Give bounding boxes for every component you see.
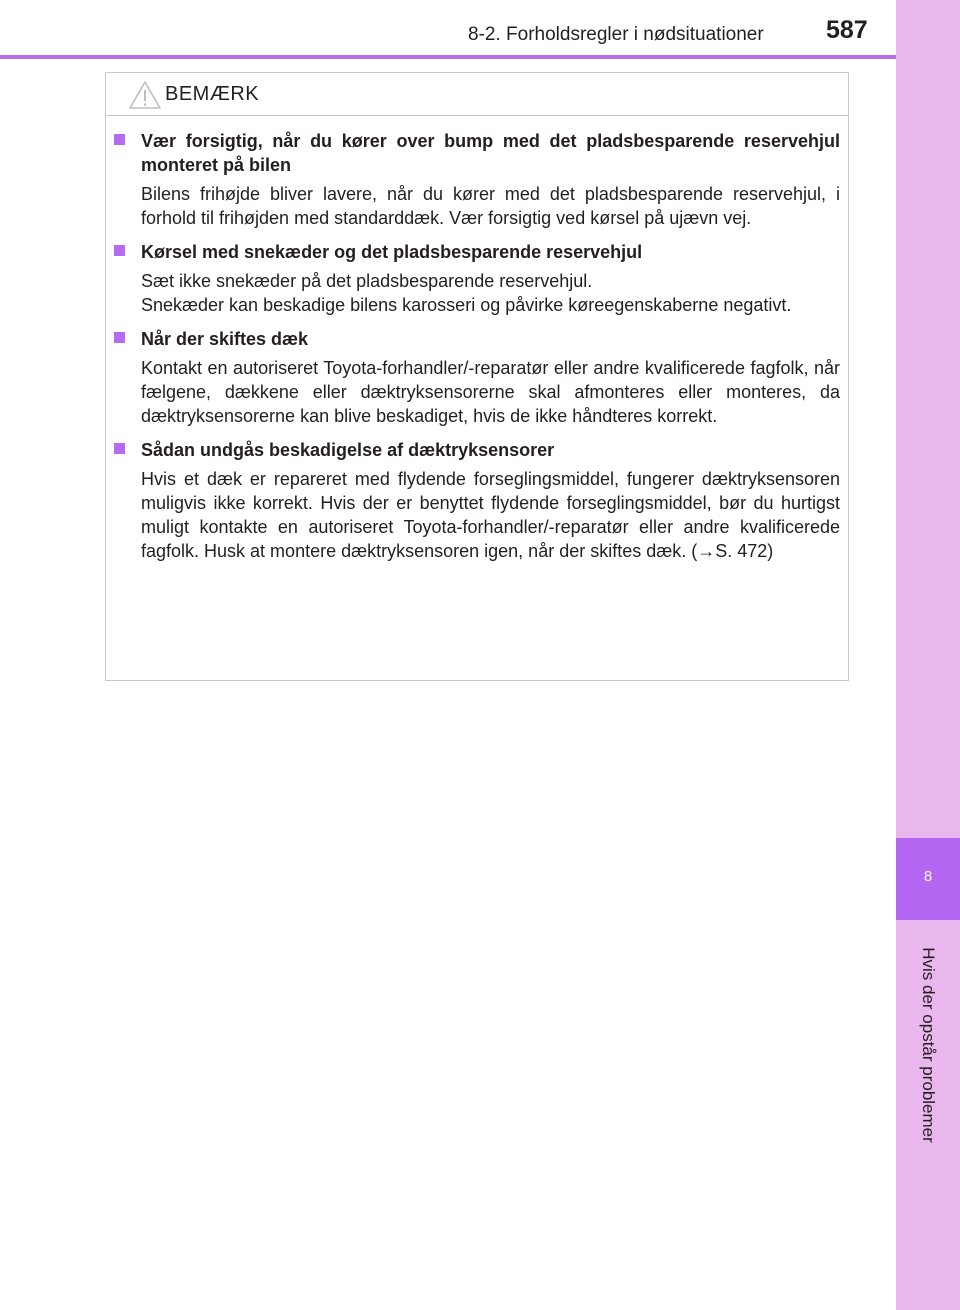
notice-body xyxy=(106,116,848,563)
bullet-square-icon xyxy=(114,245,125,256)
header-rule xyxy=(0,55,896,59)
notice-item-title: Sådan undgås beskadigelse af dæktryksensorer xyxy=(141,440,555,460)
page-number: 587 xyxy=(826,16,868,44)
notice-item xyxy=(131,438,840,563)
notice-item-text: Hvis et dæk er repareret med flydende forseglingsmiddel, fungerer dæktryksensoren muligvis ikke korrekt. Hvis der er benyttet flydende forseglingsmiddel, bør du hurtigst muligt kontakte en autoriseret Toyota-forhandler/-reparatør eller andre kvalificerede fagfolk. Husk at montere dæktryksensoren igen, når der skiftes dæk. (→S. 472) xyxy=(141,469,840,561)
bullet-square-icon xyxy=(114,443,125,454)
chapter-sidebar xyxy=(896,0,960,1310)
notice-item-title: Kørsel med snekæder og det pladsbesparende reservehjul xyxy=(141,242,643,262)
section-number: 8 xyxy=(923,868,933,885)
warning-triangle-icon xyxy=(128,80,162,110)
notice-box xyxy=(105,72,849,681)
notice-item-title: Når der skiftes dæk xyxy=(141,329,309,349)
notice-item-title: Vær forsigtig, når du kører over bump med det pladsbesparende reservehjul monteret på bilen xyxy=(141,131,840,175)
notice-item xyxy=(131,129,840,230)
notice-item xyxy=(131,327,840,428)
notice-item-text: Bilens frihøjde bliver lavere, når du kører med det pladsbesparende reservehjul, i forhold til frihøjden med standarddæk. Vær forsigtig ved kørsel på ujævn vej. xyxy=(141,184,840,228)
bullet-square-icon xyxy=(114,134,125,145)
notice-item xyxy=(131,240,840,317)
chapter-tab-label: Hvis der opstår problemer xyxy=(919,947,938,1143)
section-title: 8-2. Forholdsregler i nødsituationer xyxy=(468,24,764,45)
notice-item-text: Sæt ikke snekæder på det pladsbesparende reservehjul. xyxy=(141,271,593,291)
notice-item-text: Snekæder kan beskadige bilens karosseri og påvirke køreegenskaberne negativt. xyxy=(141,295,792,315)
notice-item-text: Kontakt en autoriseret Toyota-forhandler/-reparatør eller andre kvalificerede fagfolk, når fælgene, dækkene eller dæktryksensorerne skal afmonteres eller monteres, da dæktryksensorerne kan blive beskadiget, hvis de ikke håndteres korrekt. xyxy=(141,358,840,426)
bullet-square-icon xyxy=(114,332,125,343)
notice-title: BEMÆRK xyxy=(165,83,260,105)
notice-header xyxy=(106,73,848,116)
